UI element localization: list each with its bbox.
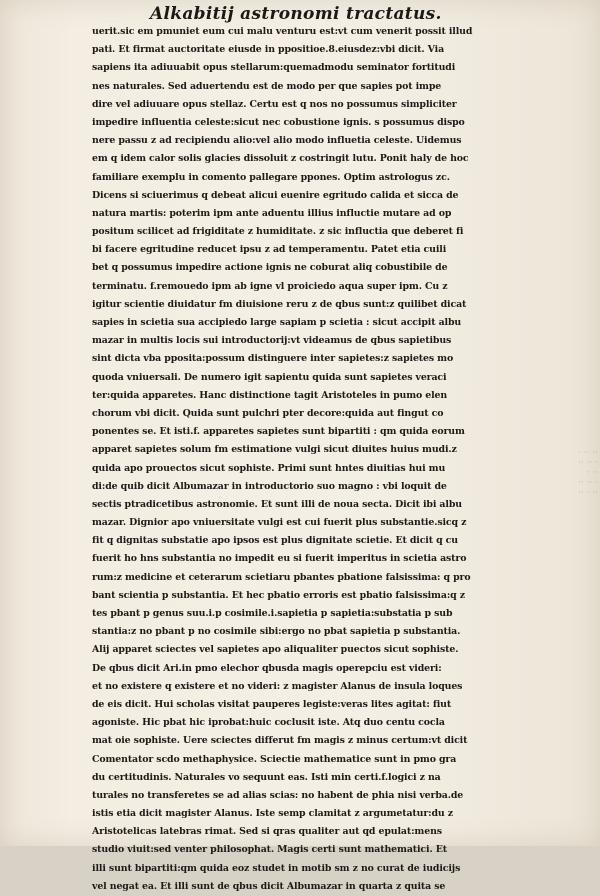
text-line: nere passu z ad recipiendu alio:vel alio modo influetia celeste. Uidemus xyxy=(92,135,462,147)
text-line: Comentator scdo methaphysice. Sciectie mathematice sunt in pmo gra xyxy=(92,753,457,765)
text-line: di:de quib dicit Albumazar in introductorio suo magno : vbi loquit de xyxy=(92,480,447,492)
text-line: De qbus dicit Ari.in pmo elechor qbusda magis operepciu est videri: xyxy=(92,662,442,674)
text-line: sapies in scietia sua accipiedo large sapiam p scietia : sicut accipit albu xyxy=(92,317,462,328)
text-line: bant scientia p substantia. Et hec pbatio erroris est pbatio falsissima:q z xyxy=(92,589,465,601)
running-head: Alkabitij astronomi tractatus. xyxy=(150,4,442,24)
text-line: sapiens ita adiuuabit opus stellarum:quemadmodu seminator fortitudi xyxy=(92,62,456,74)
text-line: uerit.sic em pmuniet eum cui malu venturu est:vt cum venerit possit illud xyxy=(92,26,473,37)
text-line: fuerit ho hns substantia no impedit eu si fuerit imperitus in scietia astro xyxy=(92,553,467,565)
text-line: apparet sapietes solum fm estimatione vulgi sicut diuites huius mudi.z xyxy=(92,444,457,456)
text-line: impedire influentia celeste:sicut nec cobustione ignis. s possumus dispo xyxy=(92,116,465,128)
text-line: quida apo prouectos sicut sophiste. Primi sunt hntes diuitias hui mu xyxy=(92,462,446,474)
text-line: bet q possumus impedire actione ignis ne coburat aliq cobustibile de xyxy=(92,262,448,274)
text-line: natura martis: poterim ipm ante aduentu illius influctie mutare ad op xyxy=(92,207,452,219)
text-line: bi facere egritudine reducet ipsu z ad temperamentu. Patet etia cuili xyxy=(92,244,447,256)
text-line: fit q dignitas substatie apo ipsos est plus dignitate scietie. Et dicit q cu xyxy=(92,535,458,547)
text-line: rum:z medicine et ceterarum scietiaru pbantes pbatione falsissima: q pro xyxy=(92,571,471,583)
text-line: Aristotelicas latebras rimat. Sed si qras qualiter aut qd epulat:mens xyxy=(92,826,442,838)
text-line: em q idem calor solis glacies dissoluit z costringit lutu. Ponit haly de hoc xyxy=(92,153,469,165)
text-line: positum scilicet ad frigiditate z humiditate. z sic influctia que deberet fi xyxy=(92,226,464,238)
text-line: turales no transferetes se ad alias scias: no habent de phia nisi verba.de xyxy=(92,789,464,801)
text-line: ter:quida apparetes. Hanc distinctione tagit Aristoteles in pumo elen xyxy=(92,389,448,401)
text-line: de eis dicit. Hui scholas visitat pauperes legiste:veras lites agitat: fiut xyxy=(92,698,452,710)
text-line: mat oie sophiste. Uere sciectes differut fm magis z minus certum:vt dicit xyxy=(92,735,468,747)
text-line: et no existere q existere et no videri: z magister Alanus de insula loques xyxy=(92,680,463,692)
text-line: tes pbant p genus suu.i.p cosimile.i.sapietia p sapietia:substatia p sub xyxy=(92,608,453,619)
text-line: sint dicta vba pposita:possum distinguere inter sapietes:z sapietes mo xyxy=(92,353,454,365)
text-line: dire vel adiuuare opus stellaz. Certu est q nos no possumus simpliciter xyxy=(92,98,457,110)
text-line: istis etia dicit magister Alanus. Iste semp clamitat z argumetatur:du z xyxy=(92,808,453,820)
text-line: mazar. Dignior apo vniuersitate vulgi est cui fuerit plus substantie.sicq z xyxy=(92,517,467,529)
text-line: studio viuit:sed venter philosophat. Magis certi sunt mathematici. Et xyxy=(92,844,447,856)
text-line: vel negat ea. Et illi sunt de qbus dicit Albumazar in quarta z quita se xyxy=(92,880,446,892)
text-line: pati. Et firmat auctoritate eiusde in ppositioe.8.eiusdez:vbi dicit. Via xyxy=(92,44,445,56)
text-line: quoda vniuersali. De numero igit sapientu quida sunt sapietes veraci xyxy=(92,371,447,383)
text-line: chorum vbi dicit. Quida sunt pulchri pter decore:quida aut fingut co xyxy=(92,407,444,419)
text-block xyxy=(92,23,560,896)
text-line: agoniste. Hic pbat hic iprobat:huic coclusit iste. Atq duo centu cocla xyxy=(92,717,445,729)
text-line: ponentes se. Et isti.f. apparetes sapietes sunt bipartiti : qm quida eorum xyxy=(92,426,465,438)
text-line: mazar in multis locis sui introductorij:vt videamus de qbus sapietibus xyxy=(92,335,452,347)
text-line: Dicens si sciuerimus q debeat alicui euenire egritudo calida et sicca de xyxy=(92,189,459,201)
show-through-bleed: ·· ·· · · ·· ·· ·· · · ·· ·· ·· · ·· xyxy=(577,448,598,498)
text-line: terminatu. f.remouedo ipm ab igne vl proiciedo aqua super ipm. Cu z xyxy=(92,280,448,292)
text-line: sectis ptradicetibus astronomie. Et sunt illi de noua secta. Dicit ibi albu xyxy=(92,498,462,510)
text-line: illi sunt bipartiti:qm quida eoz studet in motib sm z no curat de iudicijs xyxy=(92,862,461,874)
text-line: stantia:z no pbant p no cosimile sibi:ergo no pbat sapietia p substantia. xyxy=(92,626,461,638)
text-line: nes naturales. Sed aduertendu est de modo per que sapies pot impe xyxy=(92,80,442,92)
text-line: familiare exemplu in comento pallegare ppones. Optim astrologus zc. xyxy=(92,171,450,183)
text-line: du certitudinis. Naturales vo sequunt eas. Isti min certi.f.logici z na xyxy=(92,771,441,783)
text-line: igitur scientie diuidatur fm diuisione reru z de qbus sunt:z quilibet dicat xyxy=(92,298,467,310)
text-line: Alij apparet sciectes vel sapietes apo aliqualiter puectos sicut sophiste. xyxy=(92,644,459,656)
